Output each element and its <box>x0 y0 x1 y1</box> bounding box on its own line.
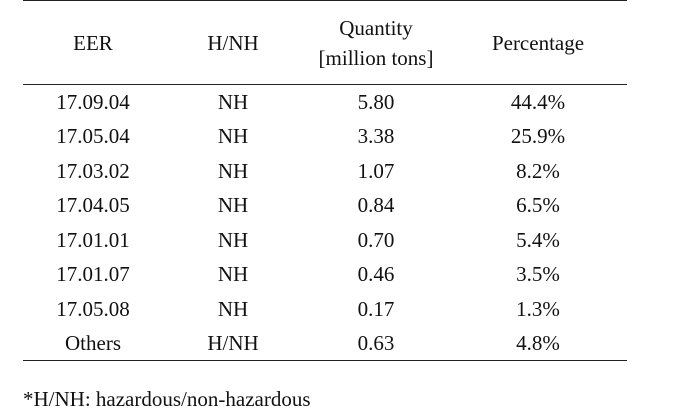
header-hnh: H/NH <box>163 1 303 85</box>
cell-percentage: 5.4% <box>516 227 560 252</box>
cell-quantity: 1.07 <box>357 158 395 183</box>
cell-eer: 17.05.08 <box>56 296 130 321</box>
table-row <box>23 292 627 327</box>
cell-hnh: NH <box>217 262 249 287</box>
cell-eer: 17.09.04 <box>56 90 130 114</box>
cell-quantity: 0.70 <box>357 227 395 252</box>
table-row <box>23 326 627 361</box>
table-row <box>23 119 627 154</box>
cell-percentage: 44.4% <box>510 90 566 114</box>
cell-quantity: 3.38 <box>357 124 395 149</box>
cell-hnh: H/NH <box>163 326 303 361</box>
table-footnote: *H/NH: hazardous/non-hazardous <box>23 387 311 411</box>
cell-eer: Others <box>23 326 163 361</box>
cell-percentage: 4.8% <box>449 326 627 361</box>
cell-eer: 17.01.01 <box>56 227 130 252</box>
cell-quantity: 0.46 <box>357 262 395 287</box>
table-row <box>23 85 627 120</box>
cell-eer: 17.01.07 <box>56 262 130 287</box>
cell-percentage: 3.5% <box>516 262 560 287</box>
cell-percentage: 1.3% <box>516 296 560 321</box>
waste-quantity-table <box>23 0 627 361</box>
cell-hnh: NH <box>217 124 249 149</box>
cell-hnh: NH <box>217 296 249 321</box>
cell-hnh: NH <box>217 227 249 252</box>
cell-hnh: NH <box>217 90 249 114</box>
cell-quantity: 5.80 <box>357 90 395 114</box>
table-row <box>23 188 627 223</box>
cell-percentage: 25.9% <box>510 124 566 149</box>
header-eer: EER <box>23 1 163 85</box>
cell-quantity: 0.17 <box>357 296 395 321</box>
cell-eer: 17.04.05 <box>56 193 130 218</box>
table-row <box>23 154 627 189</box>
cell-percentage: 8.2% <box>516 158 560 183</box>
cell-percentage: 6.5% <box>516 193 560 218</box>
table-row <box>23 223 627 258</box>
header-quantity-label: Quantity <box>339 15 413 40</box>
cell-quantity: 0.84 <box>357 193 395 218</box>
table-row <box>23 257 627 292</box>
header-quantity-unit: [million tons] <box>318 45 434 70</box>
cell-eer: 17.03.02 <box>56 158 130 183</box>
cell-quantity: 0.63 <box>303 326 449 361</box>
waste-table-container <box>23 0 627 361</box>
cell-eer: 17.05.04 <box>56 124 130 149</box>
header-quantity <box>303 1 449 85</box>
header-percentage: Percentage <box>449 1 627 85</box>
cell-hnh: NH <box>217 193 249 218</box>
table-header-row <box>23 1 627 85</box>
cell-hnh: NH <box>217 158 249 183</box>
